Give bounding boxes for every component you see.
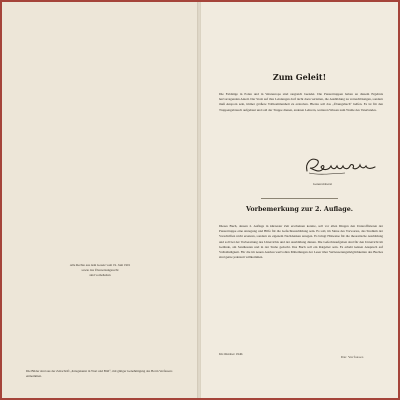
- copyright-line: sind vorbehalten: [89, 273, 111, 277]
- vorbemerkung-paragraph: Dieses Buch, dessen 2. Auflage in kürzester Zeit erscheinen konnte, soll vor allen Dingen den Unteroffizieren der Panzertruppe eine Anregung und Hilfe für die Gefechtsausbildung sein. Es soll, im Sinne des Vorwortes, das Studium der Vorschriften nicht ersetzen, sondern zu eigenem Nachdenken anregen. Es bringt Hinweise für die theoretische Ausbildung und soll bei der Vorbereitung des Unterrichts und der Ausbildung dienen. Die Gefechtsaufgaben sind für den Unterricht im Gelände, am Sandkasten und in der Stube gedacht. Das Buch soll ein Ratgeber sein. Es erhebt keinen Anspruch auf Vollständigkeit. Für die im neuen Ausbau wertvollen Mitteilungen der Leser über Verbesserungsmöglichkeiten des Buches sind gerne jederzeit willkommen.: [219, 224, 383, 260]
- signature-title: Generaloberst: [313, 182, 333, 186]
- date-line: Im Oktober 1940.: [219, 352, 244, 356]
- heading-vorbemerkung: Vorbemerkung zur 2. Auflage.: [245, 205, 354, 213]
- author-line: Der Verfasser.: [341, 355, 365, 359]
- section-divider: [261, 198, 338, 199]
- left-page: [2, 2, 198, 398]
- geleit-paragraph: Die Feldzüge in Polen und in Westeuropa sind siegreich beendet. Die Panzertruppen haben an diesem Ergebnis hervorragenden Anteil. Der Stolz auf ihre Leistungen darf nicht dazu verleiten, die Ausbildung zu vernachlässigen, sondern muß Ansporn sein, immer größere Vollkommenheit zu erstreben. Hierzu soll das „Übungsbuch“ helfen. Es ist für den Truppengebrauch aufgebaut und soll der Truppe dienen, anderen Lehrern, weiteren Wissen zum Wohle des Vaterlandes.: [219, 92, 383, 112]
- copyright-line: Alle Rechte aus dem Gesetz vom 19. Juni 1901: [69, 263, 131, 267]
- heading-zum-geleit: Zum Geleit!: [272, 72, 327, 82]
- handwritten-signature: [301, 153, 381, 181]
- copyright-line: sowie das Übersetzungsrecht: [81, 268, 119, 272]
- right-page: [201, 2, 398, 398]
- image-credit-footnote: Die Bilder sind aus der Zeitschrift „Kriegskunst in Wort und Bild“, mit gütiger Genehmigung des Herrn Verfassers entnommen.: [26, 369, 173, 378]
- copyright-notice: [2, 263, 198, 278]
